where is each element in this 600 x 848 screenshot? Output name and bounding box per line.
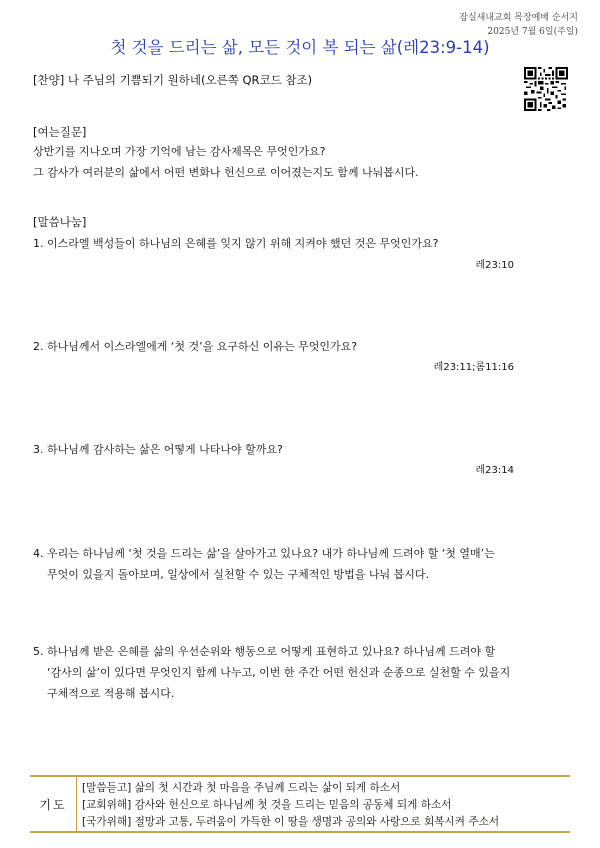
scripture-ref-3: 레23:14 [475,465,514,476]
scripture-ref-1: 레23:10 [475,260,514,271]
church-header: 잠실새내교회 목장예배 순서지 [459,13,578,23]
scripture-ref-2: 레23:11;롬11:16 [433,362,514,373]
sermon-title: 첫 것을 드리는 삶, 모든 것이 복 되는 삶(레23:9-14) [110,38,490,57]
sharing-heading: [말씀나눔] [33,215,87,229]
question-1: 1. 이스라엘 백성들이 하나님의 은혜를 잊지 않기 위해 지켜야 했던 것은 무엇인가요? [33,237,439,250]
praise-line: [찬양] 나 주님의 기쁨되기 원하네(오른쪽 QR코드 참조) [33,73,313,87]
prayer-line-nation: [국가위해] 절망과 고통, 두려움이 가득한 이 땅을 생명과 공의와 사랑으로 회복시켜 주소서 [82,816,500,828]
question-4-line-1: 4. 우리는 하나님께 ‘첫 것을 드리는 삶’을 살아가고 있나요? 내가 하나님께 드려야 할 ‘첫 열매’는 [33,547,495,560]
question-3: 3. 하나님께 감사하는 삶은 어떻게 나타나야 할까요? [33,443,283,456]
question-5-line-3: 구체적으로 적용해 봅시다. [47,687,175,700]
opening-heading: [여는질문] [33,125,87,139]
opening-question-line: 상반기를 지나오며 가장 기억에 남는 감사제목은 무엇인가요? [33,145,326,158]
prayer-section [30,775,570,833]
question-5-line-1: 5. 하나님께 받은 은혜를 삶의 우선순위와 행동으로 어떻게 표현하고 있나요? 하나님께 드려야 할 [33,645,496,658]
question-4-line-2: 무엇이 있을지 돌아보며, 일상에서 실천할 수 있는 구체적인 방법을 나눠 봅시다. [47,568,429,581]
qr-code-icon[interactable] [524,67,568,111]
prayer-label: 기도 [30,777,77,831]
opening-question-line: 그 감사가 여러분의 삶에서 어떤 변화나 헌신으로 이어졌는지도 함께 나눠봅시다. [33,166,419,179]
question-2: 2. 하나님께서 이스라엘에게 ‘첫 것’을 요구하신 이유는 무엇인가요? [33,340,358,353]
question-5-line-2: ‘감사의 삶’이 있다면 무엇인지 함께 나누고, 이번 한 주간 어떤 헌신과 순종으로 실천할 수 있을지 [47,666,511,679]
prayer-line-church: [교회위해] 감사와 헌신으로 하나님께 첫 것을 드리는 믿음의 공동체 되게 하소서 [82,799,452,811]
prayer-line-word: [말씀듣고] 삶의 첫 시간과 첫 마음을 주님께 드리는 삶이 되게 하소서 [82,782,401,794]
service-date: 2025년 7월 6일(주일) [487,27,578,37]
